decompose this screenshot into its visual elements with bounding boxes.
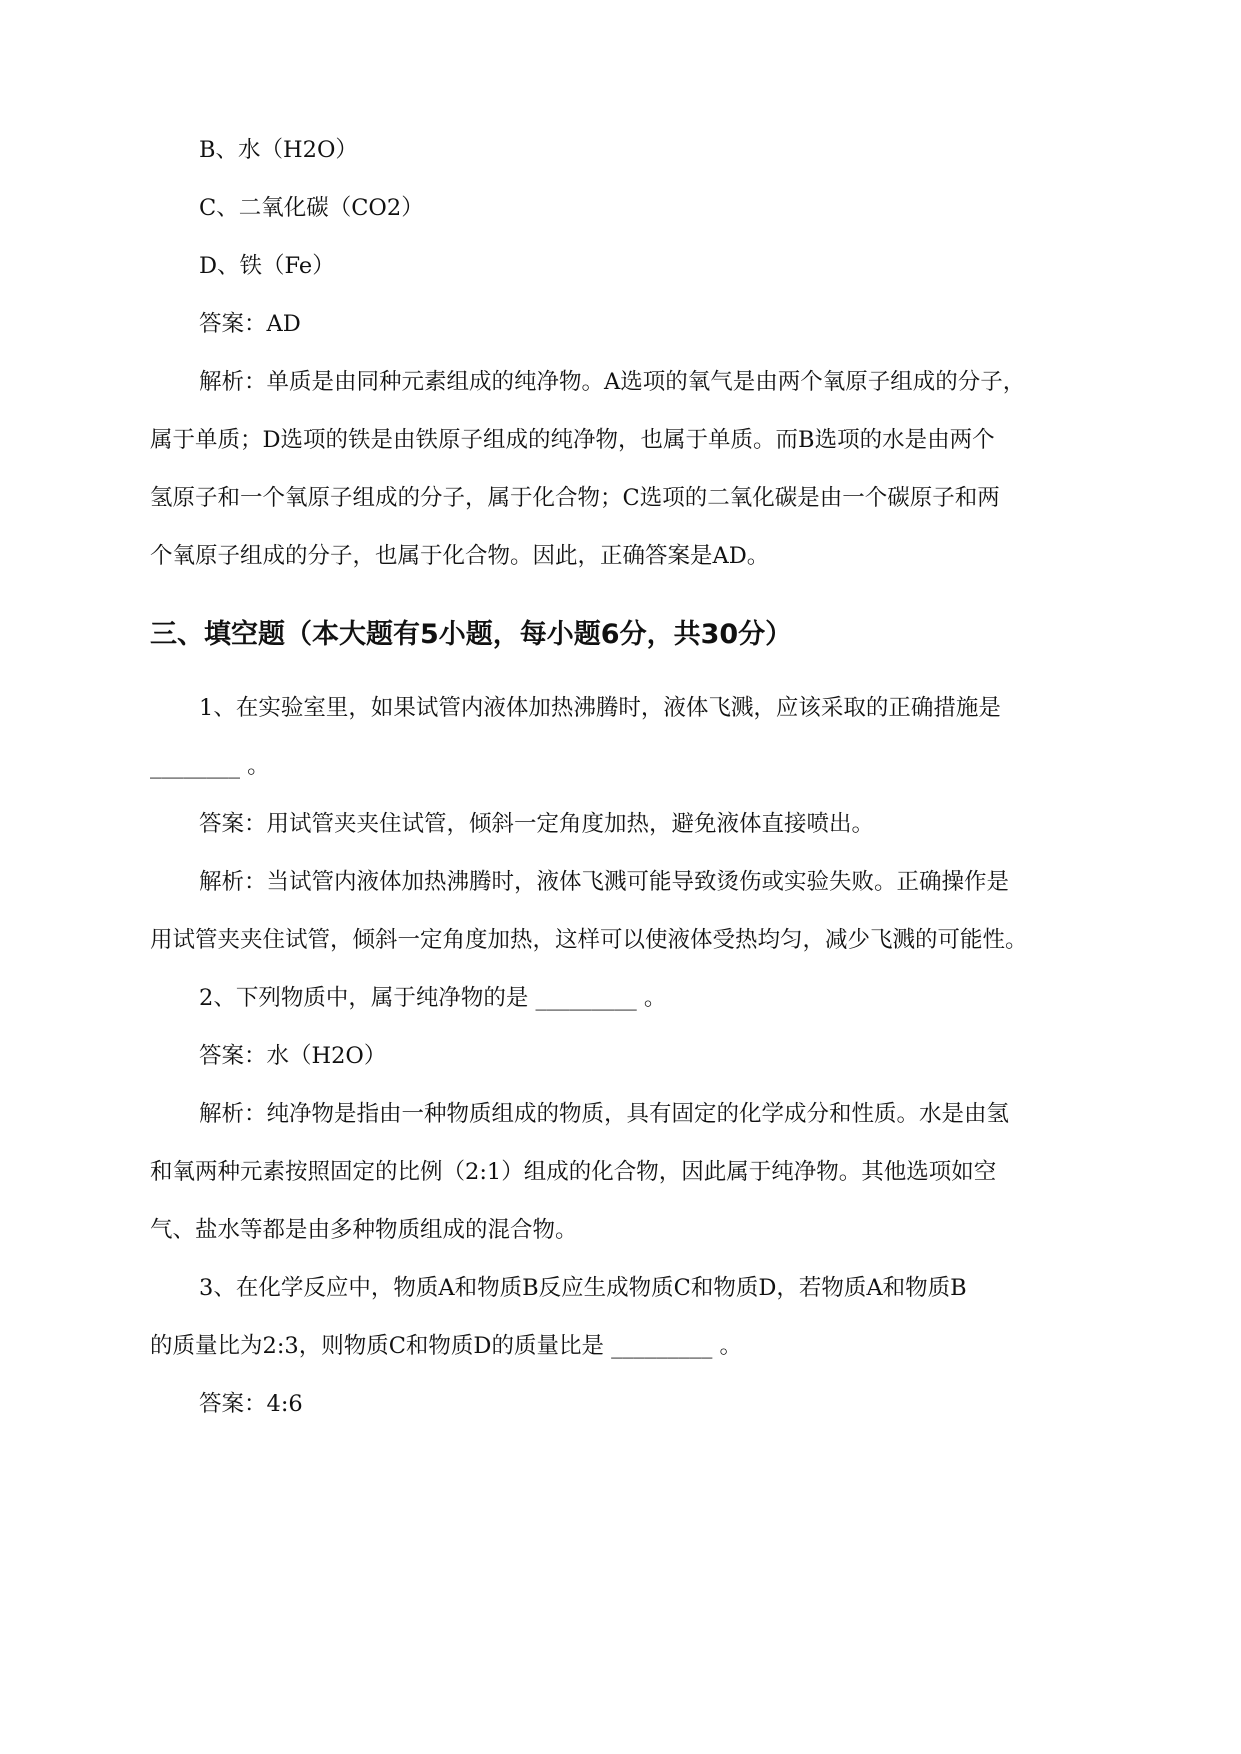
question-3-line-2: 的质量比为2:3，则物质C和物质D的质量比是 _________ 。 <box>150 1333 743 1359</box>
option-c: C、二氧化碳（CO2） <box>199 195 424 221</box>
explanation-line: 和氧两种元素按照固定的比例（2:1）组成的化合物，因此属于纯净物。其他选项如空 <box>150 1159 997 1185</box>
explanation-line: 属于单质；D选项的铁是由铁原子组成的纯净物，也属于单质。而B选项的水是由两个 <box>150 427 995 453</box>
option-d: D、铁（Fe） <box>199 253 335 279</box>
question-1: 1、在实验室里，如果试管内液体加热沸腾时，液体飞溅，应该采取的正确措施是 <box>199 695 1001 721</box>
explanation-line: 个氧原子组成的分子，也属于化合物。因此，正确答案是AD。 <box>150 543 770 569</box>
explanation-line: 氢原子和一个氧原子组成的分子，属于化合物；C选项的二氧化碳是由一个碳原子和两 <box>150 485 1000 511</box>
answer-line: 答案：4:6 <box>199 1391 303 1417</box>
question-1-blank: ________ 。 <box>150 753 270 779</box>
section-heading: 三、填空题（本大题有5小题，每小题6分，共30分） <box>150 619 793 650</box>
question-3: 3、在化学反应中，物质A和物质B反应生成物质C和物质D，若物质A和物质B <box>199 1275 967 1301</box>
explanation-line: 用试管夹夹住试管，倾斜一定角度加热，这样可以使液体受热均匀，减少飞溅的可能性。 <box>150 927 1028 953</box>
explanation-line: 解析：当试管内液体加热沸腾时，液体飞溅可能导致烫伤或实验失败。正确操作是 <box>199 869 1010 895</box>
answer-line: 答案：用试管夹夹住试管，倾斜一定角度加热，避免液体直接喷出。 <box>199 811 875 837</box>
answer-line: 答案：水（H2O） <box>199 1043 387 1069</box>
question-2: 2、下列物质中，属于纯净物的是 _________ 。 <box>199 985 667 1011</box>
option-b: B、水（H2O） <box>199 137 358 163</box>
explanation-line: 解析：纯净物是指由一种物质组成的物质，具有固定的化学成分和性质。水是由氢 <box>199 1101 1010 1127</box>
explanation-line: 气、盐水等都是由多种物质组成的混合物。 <box>150 1217 578 1243</box>
explanation-line: 解析：单质是由同种元素组成的纯净物。A选项的氧气是由两个氧原子组成的分子， <box>199 369 1026 395</box>
answer-line: 答案：AD <box>199 311 301 337</box>
